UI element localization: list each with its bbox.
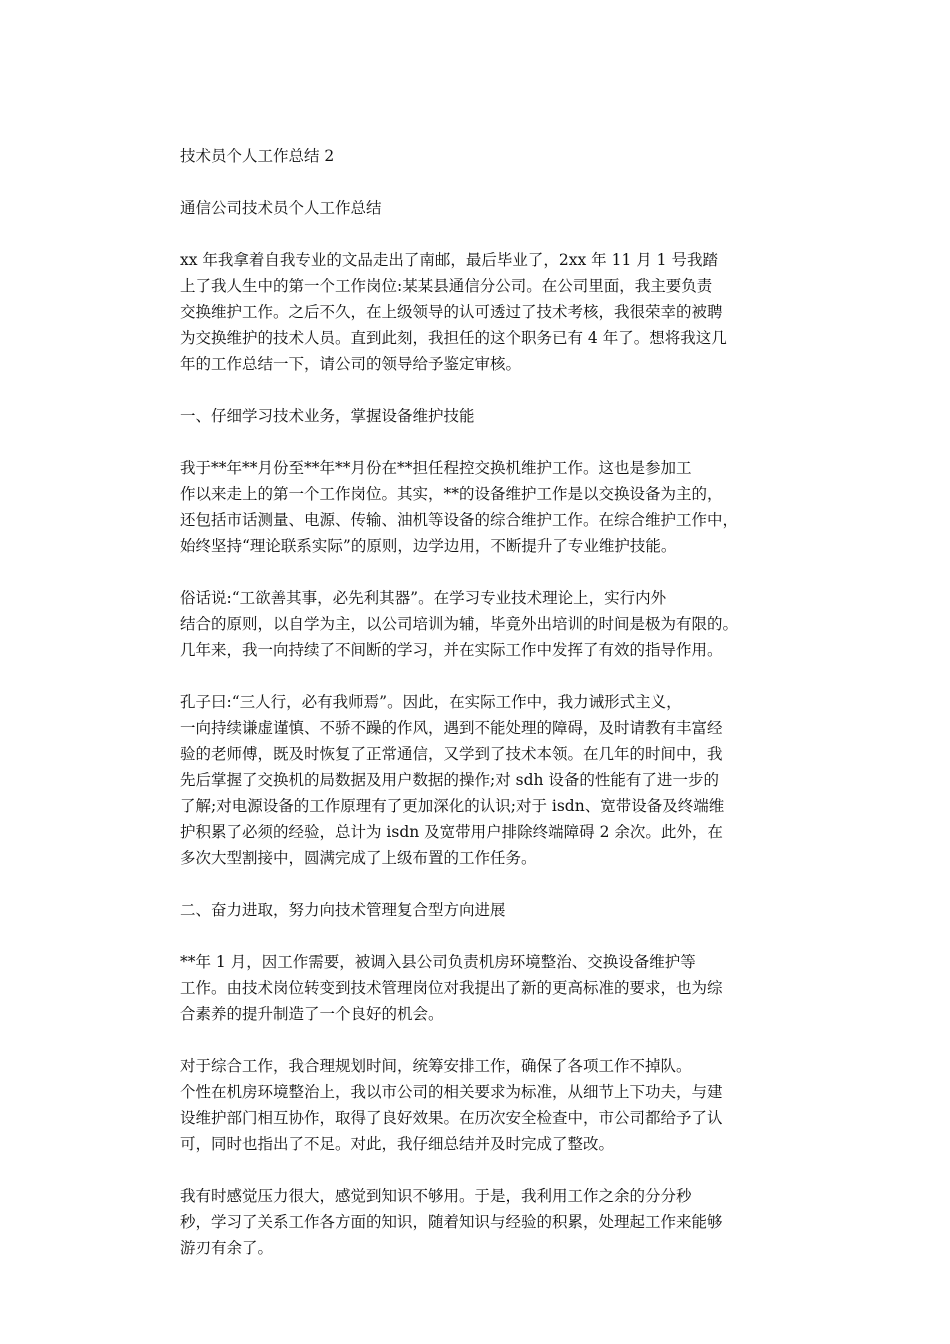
document-title: 技术员个人工作总结 2	[180, 147, 335, 165]
paragraph-confucius: 孔子曰:“三人行，必有我师焉”。因此，在实际工作中，我力诫形式主义， 一向持续谦虚谨慎、不骄不躁的作风，遇到不能处理的障碍，及时请教有丰富经 验的老师傅，既及时恢复了正常通信，又学到了技术本领。在几年的时间中，我 先后掌握了交换机的局数据及用户数据的操作;对 sdh 设备的性能有了进一步的 了解;对电源设备的工作原理有了更加深化的认识;对于 isdn、宽带设备及终端维 护积累了必须的经验，总计为 isdn 及宽带用户排除终端障碍 2 余次。此外，在 多次大型割接中，圆满完成了上级布置的工作任务。	[180, 693, 725, 867]
document-subtitle: 通信公司技术员个人工作总结	[180, 199, 382, 217]
paragraph-maintenance: 我于**年**月份至**年**月份在**担任程控交换机维护工作。这也是参加工 作以来走上的第一个工作岗位。其实，**的设备维护工作是以交换设备为主的， 还包括市话测量、电源、传输、油机等设备的综合维护工作。在综合维护工作中， 始终坚持“理论联系实际”的原则，边学边用，不断提升了专业维护技能。	[180, 459, 739, 555]
paragraph-transfer: **年 1 月，因工作需要，被调入县公司负责机房环境整治、交换设备维护等 工作。由技术岗位转变到技术管理岗位对我提出了新的更高标准的要求，也为综 合素养的提升制造了一个良好的机会。	[180, 953, 723, 1023]
paragraph-proverb: 俗话说:“工欲善其事，必先利其器”。在学习专业技术理论上，实行内外 结合的原则，以自学为主，以公司培训为辅，毕竟外出培训的时间是极为有限的。 几年来，我一向持续了不间断的学习，并在实际工作中发挥了有效的指导作用。	[180, 589, 739, 659]
paragraph-intro: xx 年我拿着自我专业的文品走出了南邮，最后毕业了，2xx 年 11 月 1 号我踏 上了我人生中的第一个工作岗位:某某县通信分公司。在公司里面，我主要负责 交换维护工作。之后不久，在上级领导的认可透过了技术考核，我很荣幸的被聘 为交换维护的技术人员。直到此刻，我担任的这个职务已有 4 年了。想将我这几 年的工作总结一下，请公司的领导给予鉴定审核。	[180, 251, 727, 373]
document-body	[180, 143, 775, 1261]
section-heading-2: 二、奋力进取，努力向技术管理复合型方向进展	[180, 901, 506, 919]
section-heading-1: 一、仔细学习技术业务，掌握设备维护技能	[180, 407, 475, 425]
paragraph-comprehensive-work: 对于综合工作，我合理规划时间，统筹安排工作，确保了各项工作不掉队。 个性在机房环境整治上，我以市公司的相关要求为标准，从细节上下功夫，与建 设维护部门相互协作，取得了良好效果。在历次安全检查中，市公司都给予了认 可，同时也指出了不足。对此，我仔细总结并及时完成了整改。	[180, 1057, 723, 1153]
paragraph-pressure: 我有时感觉压力很大，感觉到知识不够用。于是，我利用工作之余的分分秒 秒，学习了关系工作各方面的知识，随着知识与经验的积累，处理起工作来能够 游刃有余了。	[180, 1187, 723, 1257]
